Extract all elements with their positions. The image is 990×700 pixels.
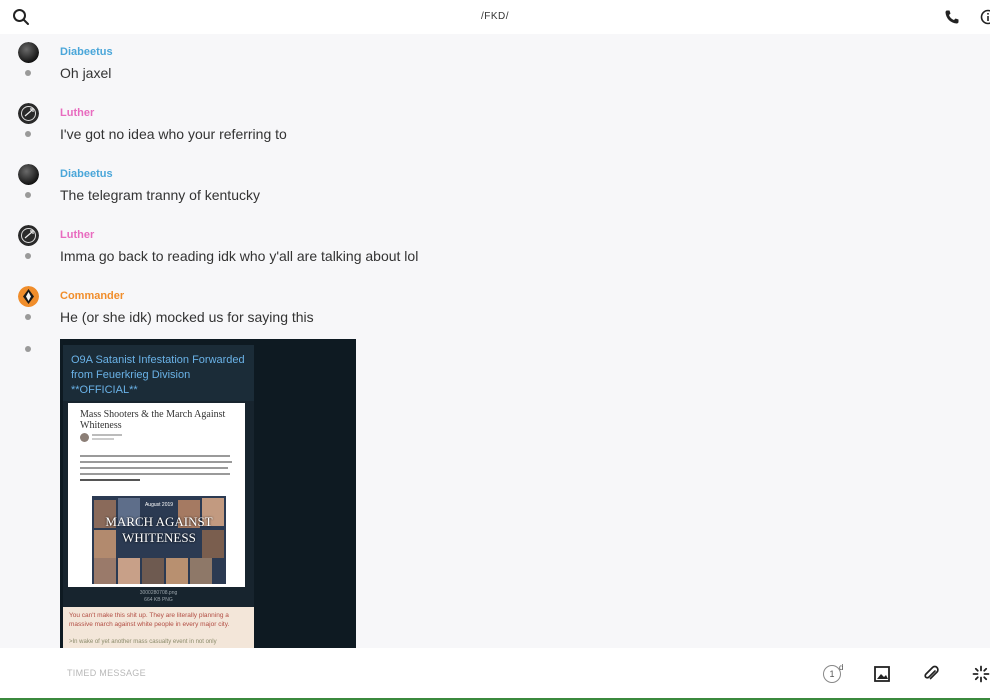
message-author: Luther: [60, 229, 95, 241]
author-date-line: [92, 438, 114, 440]
caption-text: You can't make this shit up. They are literally planning a massive march against white people in every major city.: [69, 612, 230, 628]
poster-image: [92, 496, 226, 584]
read-indicator: [25, 314, 31, 320]
read-indicator: [25, 346, 31, 352]
message-author: Commander: [60, 290, 125, 302]
read-indicator: [25, 70, 31, 76]
poster-headline: MARCH AGAINST WHITENESS: [105, 514, 213, 545]
message-item: [0, 156, 990, 216]
read-indicator: [25, 131, 31, 137]
composer-bar: [0, 648, 990, 700]
image-attachment[interactable]: [60, 339, 356, 648]
read-indicator: [25, 253, 31, 259]
avatar[interactable]: [18, 42, 39, 63]
paragraph-line: [80, 479, 140, 481]
message-item: [0, 278, 990, 338]
message-item: [0, 95, 990, 155]
message-author: Luther: [60, 107, 95, 119]
paragraph-line: [80, 461, 232, 463]
phone-icon[interactable]: [944, 9, 960, 25]
conversation-title: /FKD/: [480, 11, 510, 22]
paragraph-line: [80, 467, 228, 469]
read-indicator: [25, 192, 31, 198]
file-info: [63, 590, 254, 608]
message-text: Oh jaxel: [60, 65, 112, 81]
message-author: Diabeetus: [60, 46, 113, 58]
image-icon[interactable]: [872, 664, 892, 684]
message-list[interactable]: [0, 34, 990, 648]
message-text: Imma go back to reading idk who y'all are talking about lol: [60, 248, 419, 264]
file-name: 3000280708.png: [139, 590, 178, 596]
paragraph-line: [80, 455, 230, 457]
file-size: 664 KB PNG: [144, 597, 173, 603]
timer-unit: d: [839, 663, 844, 672]
avatar[interactable]: [18, 225, 39, 246]
avatar[interactable]: [18, 164, 39, 185]
info-icon[interactable]: [980, 9, 990, 25]
paragraph-line: [80, 473, 230, 475]
message-text: He (or she idk) mocked us for saying this: [60, 309, 314, 325]
photo-tile: [118, 558, 140, 584]
article-card: [68, 403, 245, 587]
article-title: Mass Shooters & the March Against Whiteness: [80, 409, 226, 431]
photo-tile: [190, 558, 212, 584]
message-text: I've got no idea who your referring to: [60, 126, 287, 142]
sparkle-icon[interactable]: [971, 664, 990, 684]
photo-tile: [142, 558, 164, 584]
channel-title: O9A Satanist Infestation Forwarded from Feuerkrieg Division **OFFICIAL**: [71, 354, 245, 396]
avatar[interactable]: [18, 103, 39, 124]
message-input[interactable]: TIMED MESSAGE: [67, 668, 146, 678]
quote-text: >In wake of yet another mass casualty event in not only: [69, 639, 217, 645]
message-item: [0, 217, 990, 277]
channel-header: [63, 345, 254, 401]
photo-tile: [94, 558, 116, 584]
message-item: [0, 34, 990, 94]
screenshot-panel: [63, 345, 254, 648]
poster-date: August 2019: [144, 502, 174, 508]
author-name-line: [92, 434, 122, 436]
photo-tile: [166, 558, 188, 584]
caption-block: [63, 607, 254, 648]
author-avatar: [80, 433, 89, 442]
message-text: The telegram tranny of kentucky: [60, 187, 260, 203]
top-bar: [0, 0, 990, 34]
message-author: Diabeetus: [60, 168, 113, 180]
timer-button[interactable]: 1: [823, 665, 841, 683]
avatar[interactable]: [18, 286, 39, 307]
paperclip-icon[interactable]: [921, 664, 941, 684]
